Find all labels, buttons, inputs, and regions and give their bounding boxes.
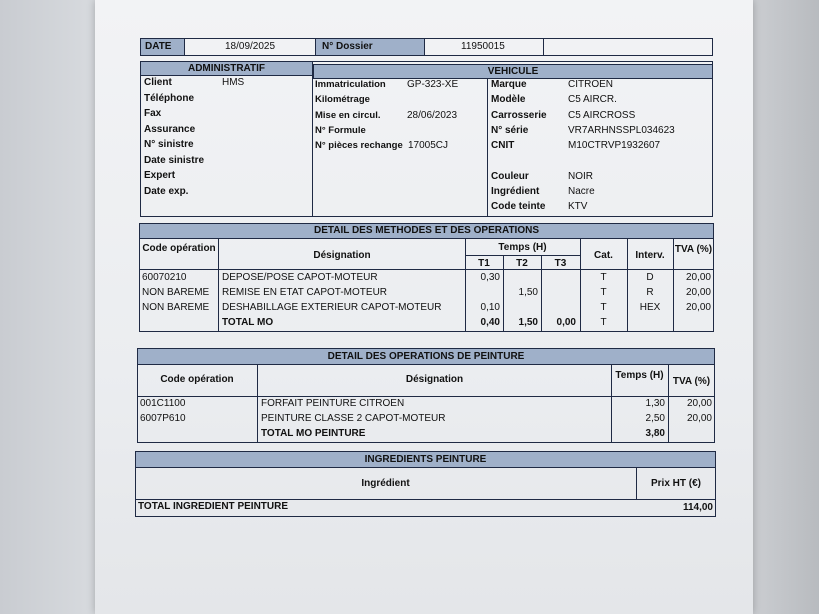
ops-col-designation: Désignation [313,250,371,261]
ops-col-tva: TVA (%) [674,244,713,255]
paint-total-label: TOTAL MO PEINTURE [261,428,366,439]
ops-tva: 20,00 [685,272,711,283]
admin-field-label: Fax [144,108,162,119]
vehicle-field-label: Couleur [491,171,529,182]
vehicle-field-label: Immatriculation [315,79,386,90]
vehicle-field-label: CNIT [491,140,515,151]
operations-title-bar [139,223,714,239]
vehicle-field-value: KTV [568,201,588,212]
dossier-label: N° Dossier [322,41,373,52]
paint-tva: 20,00 [686,398,712,409]
vehicle-field-value: C5 AIRCROSS [568,110,636,121]
ops-col-code: Code opération [142,243,216,254]
paint-total-temps: 3,80 [645,428,665,439]
ops-t1: 0,10 [480,302,500,313]
vehicle-field-label: N° pièces rechange [315,140,403,152]
vehicle-field-label: Code teinte [491,201,546,212]
vehicle-field-value: CITROEN [568,79,613,90]
vehicle-field-label: Carrosserie [491,110,547,121]
vehicle-field-value: NOIR [568,171,593,182]
admin-field-label: Client [144,77,172,88]
ops-col-t1: T1 [478,258,490,269]
ops-col-t3: T3 [554,258,567,269]
ops-t2: 1,50 [518,287,538,298]
divider [465,255,580,256]
painting-title: DETAIL DES OPERATIONS DE PEINTURE [327,351,525,362]
ing-col-ingredient: Ingrédient [361,478,410,489]
divider [312,61,313,217]
ops-total-t1: 0,40 [480,317,500,328]
vehicle-field-label: Mise en circul. [315,109,381,121]
ops-cat: T [600,272,607,283]
ops-interv: HEX [639,302,661,313]
ops-total-cat: T [600,317,607,328]
ops-cat: T [600,287,607,298]
vehicle-field-value: GP-323-XE [407,79,459,90]
paint-tva: 20,00 [686,413,712,424]
ops-tva: 20,00 [685,287,711,298]
date-label-cell [140,38,185,56]
ops-col-cat: Cat. [594,250,613,261]
ing-total-price: 114,00 [682,502,713,513]
vehicle-field-value: M10CTRVP1932607 [568,140,661,151]
ing-col-price: Prix HT (€) [650,478,701,489]
ops-t1: 0,30 [480,272,500,283]
admin-field-label: Assurance [144,123,196,135]
ops-code: NON BAREME [142,302,210,313]
ing-total-label: TOTAL INGREDIENT PEINTURE [138,501,289,512]
paint-temps: 2,50 [645,413,665,424]
ops-interv: R [646,287,654,298]
admin-field-label: Date exp. [144,185,189,197]
paint-code: 6007P610 [140,413,186,424]
vehicle-field-value: 28/06/2023 [407,109,458,121]
ops-cat: T [600,302,607,313]
vehicle-field-label: Marque [491,79,527,90]
divider [135,499,716,500]
document-page [95,0,753,614]
admin-title-bar [140,61,313,76]
ops-total-t2: 1,50 [518,317,538,328]
ops-designation: REMISE EN ETAT CAPOT-MOTEUR [222,287,388,298]
vehicle-field-value: 17005CJ [408,140,449,152]
ops-designation: DEPOSE/POSE CAPOT-MOTEUR [222,272,378,283]
vehicle-field-label: Kilométrage [315,94,370,106]
admin-field-value: HMS [222,77,245,88]
vehicle-field-label: N° Formule [315,124,366,136]
paint-designation: FORFAIT PEINTURE CITROEN [261,398,405,409]
admin-title: ADMINISTRATIF [187,63,266,74]
date-label: DATE [145,41,172,52]
ops-col-interv: Interv. [635,250,665,261]
divider [543,38,544,56]
ops-designation: DESHABILLAGE EXTERIEUR CAPOT-MOTEUR [222,302,442,313]
ops-code: 60070210 [142,272,187,283]
admin-field-label: N° sinistre [144,139,194,150]
ops-tva: 20,00 [685,302,711,313]
dossier-value: 11950015 [461,41,505,52]
admin-field-label: Expert [144,170,176,181]
paint-col-tva: TVA (%) [672,376,711,387]
dossier-label-cell [315,38,425,56]
ops-total-label: TOTAL MO [222,317,274,328]
divider [487,79,488,217]
admin-field-label: Téléphone [144,92,195,104]
vehicle-field-value: Nacre [568,186,595,197]
vehicle-field-label: N° série [491,125,529,136]
paint-col-designation: Désignation [405,374,464,385]
vehicle-title: VEHICULE [487,66,539,77]
ops-col-t2: T2 [516,258,528,269]
vehicle-field-value: C5 AIRCR. [568,94,617,105]
ops-col-temps: Temps (H) [498,242,547,253]
painting-title-bar [137,348,715,365]
vehicle-field-label: Modèle [491,94,526,105]
divider [137,396,715,397]
operations-title: DETAIL DES METHODES ET DES OPERATIONS [313,225,540,236]
vehicle-field-value: VR7ARHNSSPL034623 [568,125,675,136]
paint-col-code: Code opération [160,374,234,385]
ops-code: NON BAREME [142,287,210,298]
admin-field-label: Date sinistre [144,154,205,166]
ops-interv: D [646,272,654,283]
paint-designation: PEINTURE CLASSE 2 CAPOT-MOTEUR [261,413,446,424]
vehicle-title-bar [313,64,713,79]
ops-total-t3: 0,00 [556,317,576,328]
ingredients-title-bar [135,451,716,468]
vehicle-field-label: Ingrédient [491,186,540,197]
date-value: 18/09/2025 [225,41,276,52]
paint-code: 001C1100 [140,398,186,409]
paint-temps: 1,30 [645,398,665,409]
ingredients-title: INGREDIENTS PEINTURE [364,454,487,465]
paint-col-temps: Temps (H) [615,370,664,381]
